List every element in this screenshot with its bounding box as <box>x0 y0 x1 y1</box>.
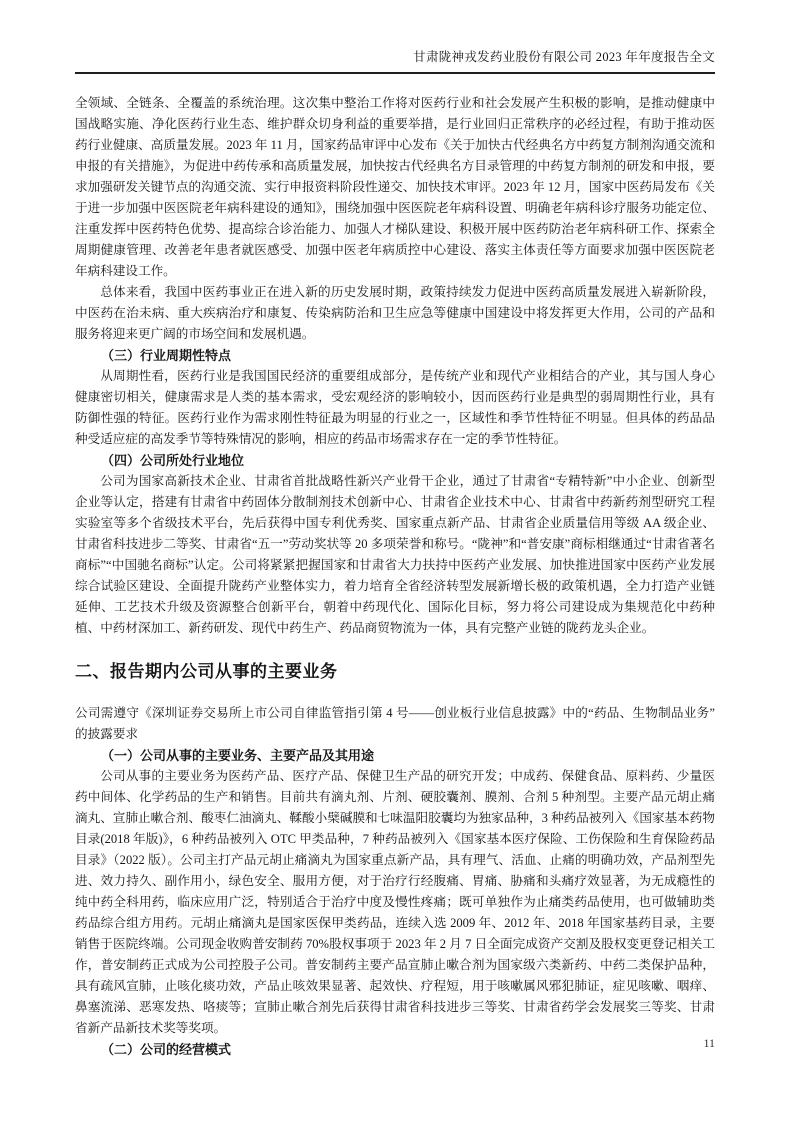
paragraph-main-business: 公司从事的主要业务为医药产品、医疗产品、保健卫生产品的研究开发；中成药、保健食品、原料药、少量医药中间体、化学药品的生产和销售。目前共有滴丸剂、片剂、硬胶囊剂、膜剂、合剂 5 种剂型。主要产品元胡止痛滴丸、宣肺止嗽合剂、酸枣仁油滴丸、鞣酸小檗碱膜和七味温阳胶囊均为独家品种，3 种药品被列入《国家基本药物目录(2018 年版)》，6 种药品被列入 OTC 甲类品种，7 种药品被列入《国家基本医疗保险、工伤保险和生育保险药品目录》（2022 版）。公司主打产品元胡止痛滴丸为国家重点新产品，具有理气、活血、止痛的明确功效，产品剂型先进、效力持久、副作用小，绿色安全、服用方便，对于治疗行经腹痛、胃痛、胁痛和头痛疗效显著，为无成瘾性的纯中药全科用药，临床应用广泛，特别适合于治疗中度及慢性疼痛；既可单独作为止痛类药品使用，也可做辅助类药品综合组方用药。元胡止痛滴丸是国家医保甲类药品，连续入选 2009 年、2012 年、2018 年国家基药目录，主要销售于医院终端。公司现金收购普安制药 70%股权事项于 2023 年 2 月 7 日全面完成资产交割及股权变更登记相关工作，普安制药正式成为公司控股子公司。普安制药主要产品宣肺止嗽合剂为国家级六类新药、中药二类保护品种，具有疏风宣肺，止咳化痰功效，产品止咳效果显著、起效快、疗程短，用于咳嗽属风邪犯肺证，症见咳嗽、咽痒、鼻塞流涕、恶寒发热、咯痰等；宣肺止嗽合剂先后获得甘肃省科技进步三等奖、甘肃省药学会发展奖三等奖、甘肃省新产品新技术奖等奖项。 <box>75 769 715 1035</box>
subheading-industry-cyclicality: （三）行业周期性特点 <box>101 348 232 363</box>
paragraph-governance: 全领域、全链条、全覆盖的系统治理。这次集中整治工作将对医药行业和社会发展产生积极的影响，是推动健康中国战略实施、净化医药行业生态、维护群众切身利益的重要举措，是行业回归正常秩序的必经过程，有助于推动医药行业健康、高质量发展。2023 年 11 月，国家药品审评中心发布《关于加快古代经典名方中药复方制剂沟通交流和申报的有关措施》，为促进中药传承和高质量发展，加快按古代经典名方目录管理的中药复方制剂的研发和申报，要求加强研发关键节点的沟通交流、实行申报资料阶段性递交、加快技术审评。2023 年 12 月，国家中医药局发布《关于进一步加强中医医院老年病科建设的通知》，围绕加强中医医院老年病科设置、明确老年病科诊疗服务功能定位、注重发挥中医药特色优势、提高综合诊治能力、加强人才梯队建设、积极开展中医药防治老年病科研工作、探索全周期健康管理、改善老年患者就医感受、加强中医老年病质控中心建设、落实主体责任等方面要求加强中医医院老年病科建设工作。 <box>75 96 715 278</box>
page-header <box>75 48 715 74</box>
subheading-business-model: （二）公司的经营模式 <box>101 1042 232 1057</box>
subheading-industry-position: （四）公司所处行业地位 <box>101 453 245 468</box>
page-number: 11 <box>703 1036 715 1050</box>
paragraph-disclosure-requirement: 公司需遵守《深圳证券交易所上市公司自律监管指引第 4 号——创业板行业信息披露》中的“药品、生物制品业务”的披露要求 <box>75 706 715 741</box>
paragraph-industry-position: 公司为国家高新技术企业、甘肃省首批战略性新兴产业骨干企业，通过了甘肃省“专精特新”中小企业、创新型企业等认定，搭建有甘肃省中药固体分散制剂技术创新中心、甘肃省企业技术中心、甘肃省中药新药剂型研究工程实验室等多个省级技术平台，先后获得中国专利优秀奖、国家重点新产品、甘肃省企业质量信用等级 AA 级企业、甘肃省科技进步二等奖、甘肃省“五一”劳动奖状等 20 多项荣誉和称号。“陇神”和“普安康”商标相继通过“甘肃省著名商标”“中国驰名商标”认定。公司将紧紧把握国家和甘肃省大力扶持中医药产业发展、加快推进国家中医药产业发展综合试验区建设、全面提升陇药产业整体实力，着力培育全省经济转型发展新增长极的政策机遇，全力打造产业链延伸、工艺技术升级及资源整合创新平台，朝着中药现代化、国际化目标，努力将公司建设成为集规范化中药种植、中药材深加工、新药研发、现代中药生产、药品商贸物流为一体，具有完整产业链的陇药龙头企业。 <box>75 474 715 635</box>
subheading-main-business: （一）公司从事的主要业务、主要产品及其用途 <box>101 748 375 763</box>
report-title: 甘肃陇神戎发药业股份有限公司 2023 年年度报告全文 <box>413 50 715 64</box>
paragraph-overall-outlook: 总体来看，我国中医药事业正在进入新的历史发展时期，政策持续发力促进中医药高质量发展进入崭新阶段，中医药在治未病、重大疾病治疗和康复、传染病防治和卫生应急等健康中国建设中将发挥更大作用，公司的产品和服务将迎来更广阔的市场空间和发展机遇。 <box>75 285 715 341</box>
section-title-main-business: 二、报告期内公司从事的主要业务 <box>75 662 338 681</box>
page-body <box>75 93 715 1060</box>
paragraph-cyclicality: 从周期性看，医药行业是我国国民经济的重要组成部分，是传统产业和现代产业相结合的产业，其与国人身心健康密切相关，健康需求是人类的基本需求，受宏观经济的影响较小，因而医药行业是典型的弱周期性行业，具有防御性强的特征。医药行业作为需求刚性特征最为明显的行业之一，区域性和季节性特征不明显。但具体的药品品种受适应症的高发季节等特殊情况的影响，相应的药品市场需求存在一定的季节性特征。 <box>75 369 715 446</box>
